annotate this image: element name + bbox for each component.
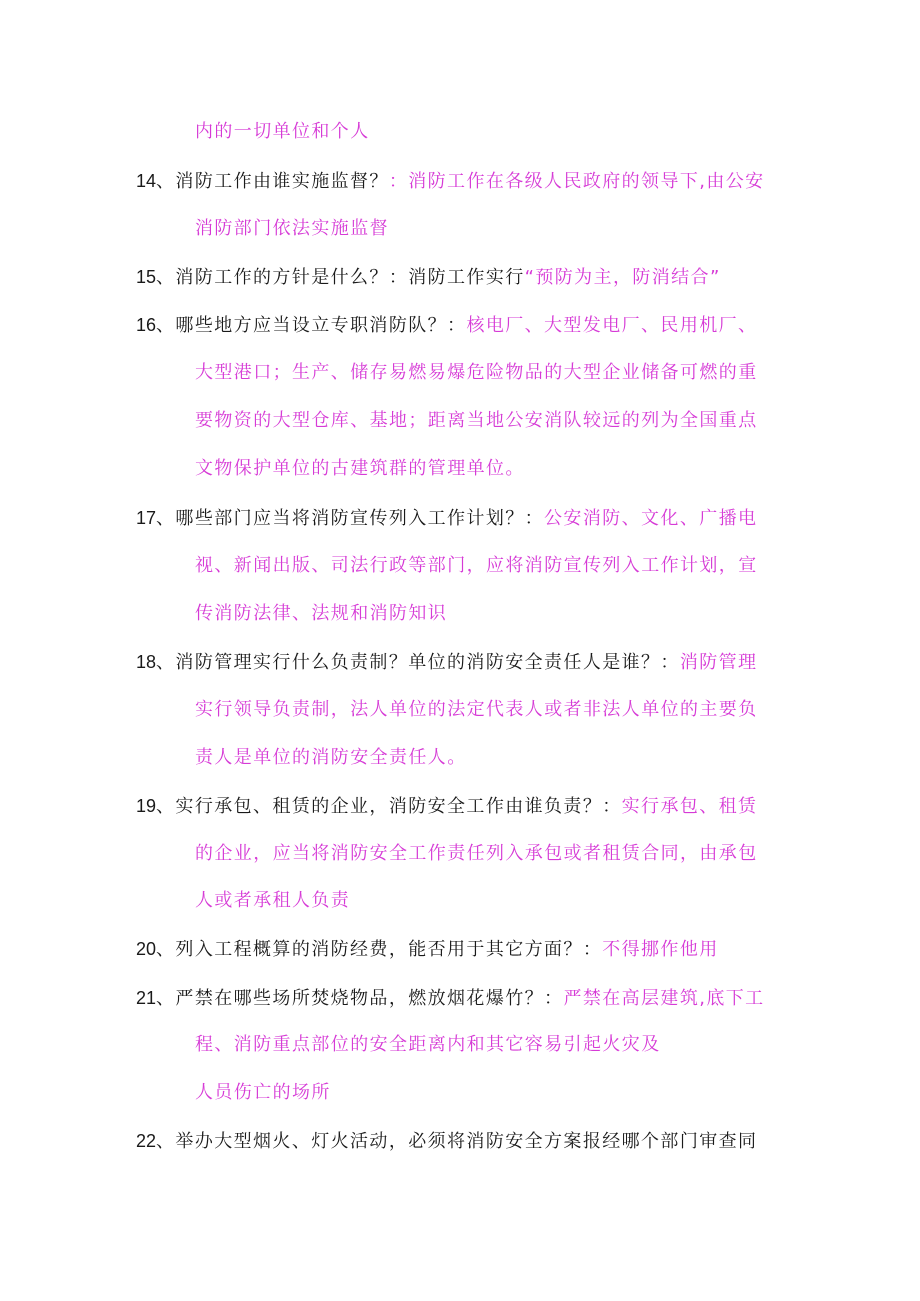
answer-text: 实行承包、租赁 [621, 796, 758, 817]
question-15 [136, 262, 721, 292]
answer-text: ：消防工作在各级人民政府的领导下,由公安 [388, 171, 765, 192]
question-number: 18 [136, 652, 157, 672]
answer-text: “预防为主，防消结合” [524, 267, 721, 288]
question-number: 21 [136, 988, 157, 1008]
answer-text: 文物保护单位的古建筑群的管理单位。 [195, 458, 525, 479]
text-line [195, 454, 525, 484]
question-20 [136, 934, 719, 964]
answer-text: 消防管理 [679, 652, 758, 673]
question-text: 、消防工作由谁实施监督？ [156, 171, 389, 192]
answer-text: 的企业，应当将消防安全工作责任列入承包或者租赁合同，由承包 [195, 843, 758, 864]
answer-text: 公安消防、文化、广播电 [544, 508, 758, 529]
answer-text: 程、消防重点部位的安全距离内和其它容易引起火灾及 [195, 1034, 661, 1055]
question-21 [136, 983, 765, 1013]
text-line [195, 599, 447, 629]
question-text: 、严禁在哪些场所焚烧物品，燃放烟花爆竹？： [156, 988, 564, 1009]
text-line [195, 358, 758, 388]
question-18 [136, 647, 757, 677]
answer-text: 不得挪作他用 [602, 939, 719, 960]
answer-text: 实行领导负责制，法人单位的法定代表人或者非法人单位的主要负 [195, 699, 758, 720]
question-text: 、消防工作的方针是什么？：消防工作实行 [156, 267, 525, 288]
text-line [195, 1030, 661, 1060]
answer-text: 视、新闻出版、司法行政等部门，应将消防宣传列入工作计划，宣 [195, 555, 758, 576]
question-number: 14 [136, 171, 157, 191]
text-line [195, 695, 758, 725]
question-text: 、哪些部门应当将消防宣传列入工作计划？： [156, 508, 545, 529]
question-14 [136, 166, 765, 196]
answer-text: 要物资的大型仓库、基地；距离当地公安消队较远的列为全国重点 [195, 410, 758, 431]
answer-text: 内的一切单位和个人 [195, 121, 370, 142]
text-line [195, 886, 350, 916]
text-line [195, 214, 389, 244]
text-line [195, 1078, 331, 1108]
text-line [195, 551, 758, 581]
question-number: 22 [136, 1131, 157, 1151]
text-line [195, 406, 758, 436]
answer-text: 人员伤亡的场所 [195, 1082, 331, 1103]
question-19 [136, 791, 757, 821]
answer-text: 人或者承租人负责 [195, 890, 351, 911]
question-text: 、哪些地方应当设立专职消防队？： [156, 315, 467, 336]
text-line [195, 839, 758, 869]
question-17 [136, 503, 757, 533]
question-text: 、实行承包、租赁的企业，消防安全工作由谁负责？： [156, 796, 622, 817]
question-number: 15 [136, 267, 157, 287]
question-number: 17 [136, 508, 157, 528]
answer-text: 核电厂、大型发电厂、民用机厂、 [466, 315, 758, 336]
answer-text: 传消防法律、法规和消防知识 [195, 603, 448, 624]
question-22 [136, 1126, 757, 1156]
question-16 [136, 310, 757, 340]
question-number: 20 [136, 939, 157, 959]
text-line [195, 743, 467, 773]
question-number: 16 [136, 315, 157, 335]
answer-text: 责人是单位的消防安全责任人。 [195, 747, 467, 768]
answer-text: 严禁在高层建筑,底下工 [563, 988, 765, 1009]
answer-text: 消防部门依法实施监督 [195, 218, 389, 239]
answer-text: 大型港口；生产、储存易燃易爆危险物品的大型企业储备可燃的重 [195, 362, 758, 383]
question-text: 、列入工程概算的消防经费，能否用于其它方面？： [156, 939, 603, 960]
question-text: 、举办大型烟火、灯火活动，必须将消防安全方案报经哪个部门审查同 [156, 1131, 758, 1152]
text-line [195, 117, 370, 147]
question-text: 、消防管理实行什么负责制？单位的消防安全责任人是谁？： [156, 652, 680, 673]
question-number: 19 [136, 796, 157, 816]
